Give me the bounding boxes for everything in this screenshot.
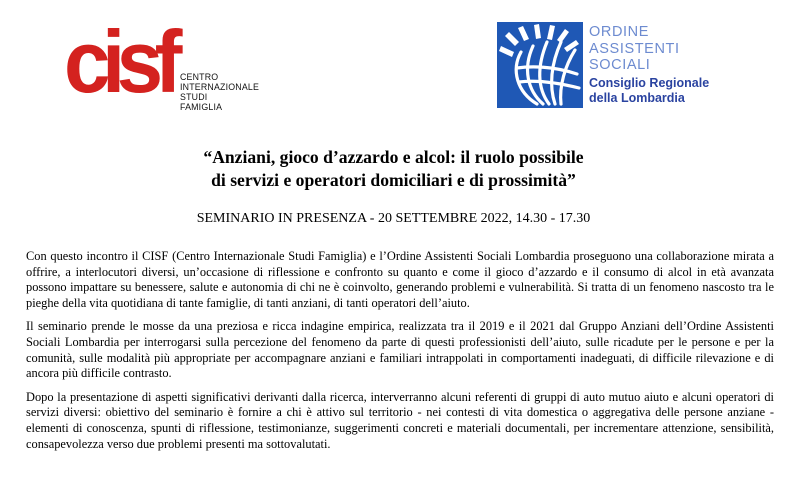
document-title-line: di servizi e operatori domiciliari e di prossimità” (211, 170, 576, 190)
document-title-line: “Anziani, gioco d’azzardo e alcol: il ruolo possibile (203, 147, 584, 167)
ordine-logo-title (589, 24, 680, 74)
cisf-logo-text (180, 72, 259, 112)
seminar-date-line: SEMINARIO IN PRESENZA - 20 SETTEMBRE 2022, 14.30 - 17.30 (196, 211, 591, 226)
ordine-logo-subtitle (589, 76, 709, 105)
cisf-logo-line: INTERNAZIONALE (180, 82, 260, 92)
ordine-assistenti-sociali-logo (497, 22, 737, 112)
cisf-logo-mark: cisf (64, 12, 174, 111)
cisf-logo (64, 12, 304, 112)
cisf-logo-line: FAMIGLIA (180, 102, 223, 112)
body-paragraph: Dopo la presentazione di aspetti significativi derivanti dalla ricerca, interverranno alcuni referenti di gruppi di auto mutuo aiuto e alcuni operatori di servizi diversi: obiettivo del seminario è fornire a chi è attivo sul territorio - nei contesti di vita domestica o aggregativa delle persone anziane - elementi di conoscenza, spunti di riflessione, testimonianze, suggerimenti concreti e materiali documentali, per incrementare attenzione, sensibilità, consapevolezza verso due problemi presenti ma sottovalutati. (26, 389, 774, 451)
shell-icon (497, 22, 583, 108)
body-paragraph: Con questo incontro il CISF (Centro Internazionale Studi Famiglia) e l’Ordine Assistenti Sociali Lombardia proseguono una collaborazione mirata a offrire, a interlocutori diversi, un’occasione di riflessione e confronto su quanto e come il gioco d’azzardo e il consumo di alcol in età avanzata possono impattare su benessere, salute e autonomia di chi ne è coinvolto, generando problemi e vulnerabilità. Si tratta di un fenomeno nascosto tra le pieghe della vita quotidiana di tante famiglie, di tanti anziani, di tanti operatori dell’aiuto. (26, 249, 774, 310)
document-title (0, 146, 787, 192)
ordine-logo-title-line: ASSISTENTI (589, 40, 680, 57)
ordine-logo-subtitle-line: della Lombardia (589, 90, 685, 105)
ordine-logo-title-line: ORDINE (589, 24, 649, 40)
cisf-logo-line: STUDI (180, 92, 208, 102)
cisf-logo-line: CENTRO (180, 72, 219, 82)
ordine-logo-subtitle-line: Consiglio Regionale (589, 76, 710, 90)
body-paragraph: Il seminario prende le mosse da una preziosa e ricca indagine empirica, realizzata tra il 2019 e il 2021 dal Gruppo Anziani dell’Ordine Assistenti Sociali Lombardia per interrogarsi sulla percezione del fenomeno da parte di questi professionisti dell’aiuto, sulle ricadute per le persone e per la comunità, sulle modalità più appropriate per accompagnare anziani e familiari intrappolati in comportamenti inadeguati, di difficile rilevazione e di ancora più difficile contrasto. (26, 319, 774, 381)
ordine-logo-title-line: SOCIALI (589, 57, 651, 73)
document-body (26, 249, 774, 460)
